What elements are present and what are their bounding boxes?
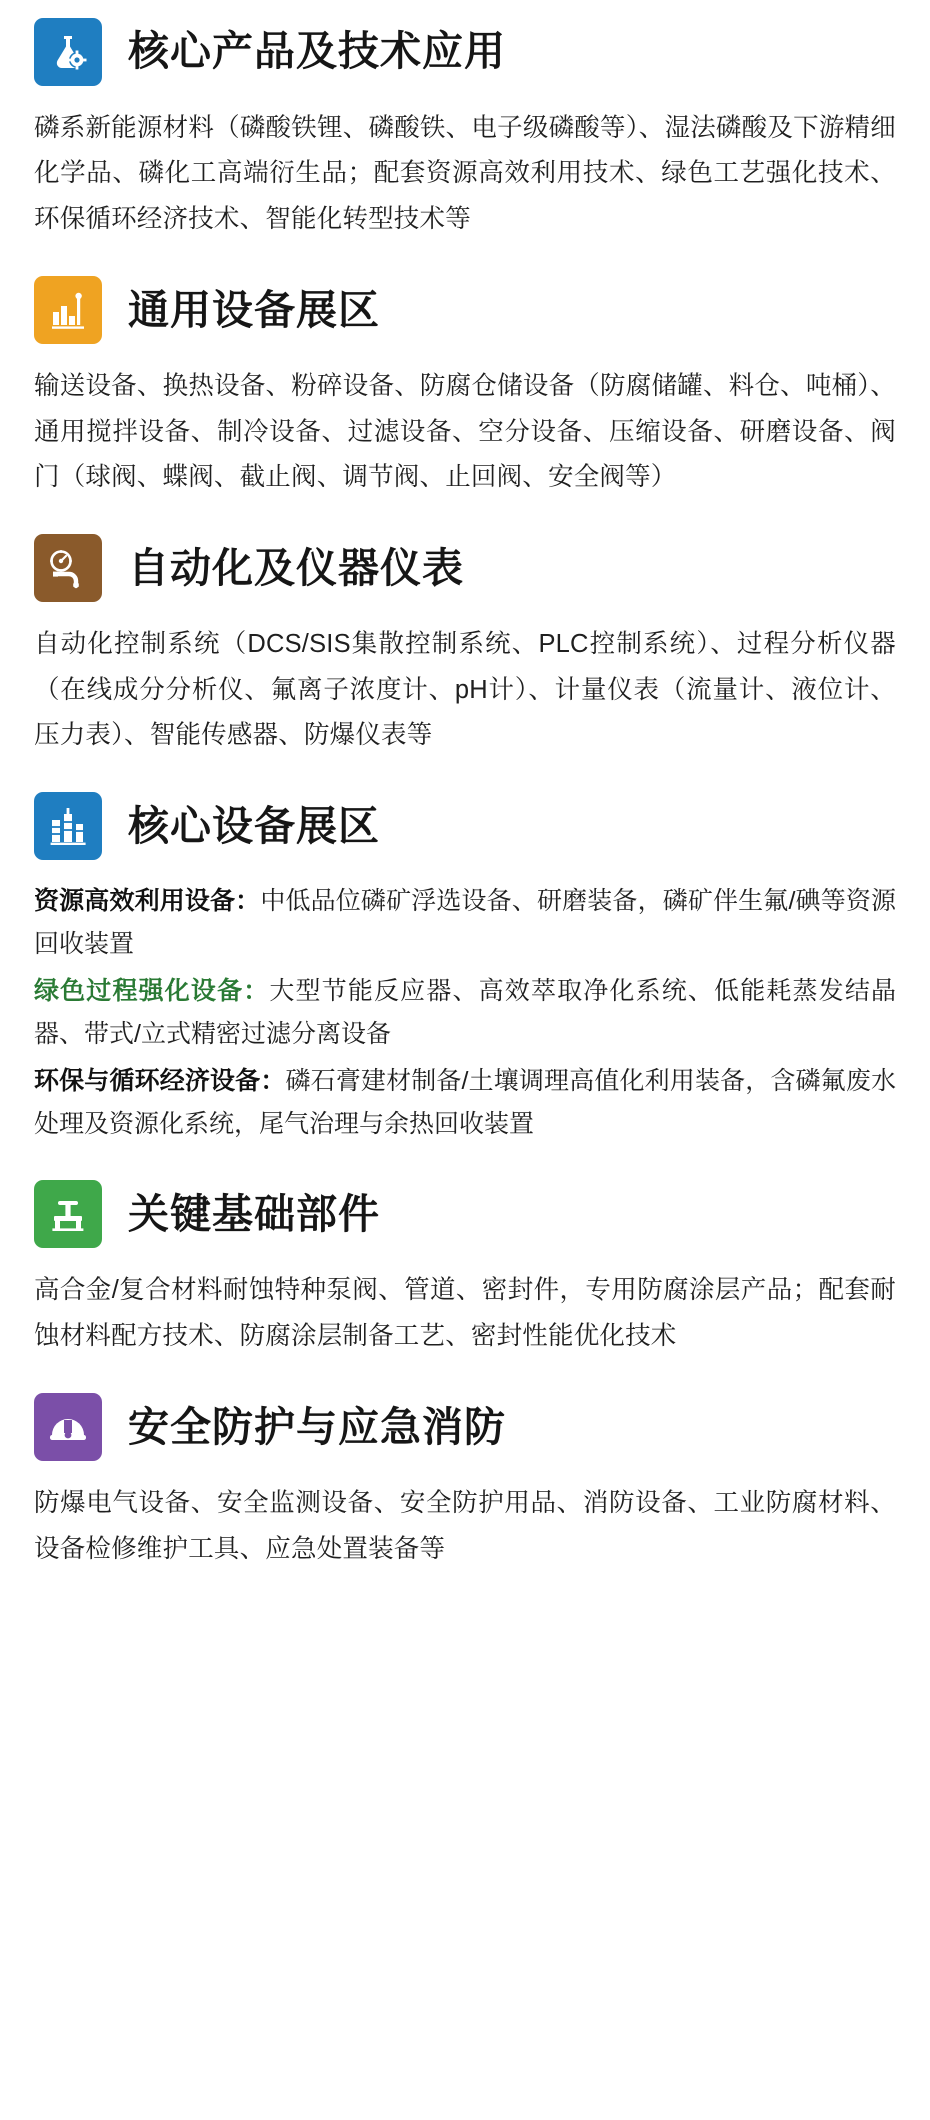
section-body: 输送设备、换热设备、粉碎设备、防腐仓储设备（防腐储罐、料仓、吨桶）、通用搅拌设备、制冷设备、过滤设备、空分设备、压缩设备、研磨设备、阀门（球阀、蝶阀、截止阀、调节阀、止回阀、安全阀等）: [34, 372, 896, 491]
section-header: [34, 18, 896, 86]
section-title: 核心产品及技术应用: [128, 28, 506, 75]
sub-block: [34, 880, 896, 966]
section-header: [34, 792, 896, 860]
section-title: 通用设备展区: [128, 286, 380, 333]
section-general-equipment: [34, 276, 896, 500]
section-header: [34, 1393, 896, 1461]
section-title: 安全防护与应急消防: [128, 1403, 506, 1450]
helmet-icon: [34, 1393, 102, 1461]
valve-faucet-icon: [34, 1180, 102, 1248]
sub-block-label: 环保与循环经济设备：: [34, 1067, 286, 1096]
flask-gear-icon: [34, 18, 102, 86]
section-header: [34, 1180, 896, 1248]
sub-block: [34, 1060, 896, 1146]
sub-block: [34, 970, 896, 1056]
section-safety-emergency: [34, 1393, 896, 1572]
sub-block-text: 磷石膏建材制备/土壤调理高值化利用装备，含磷氟废水处理及资源化系统，尾气治理与余热回收装置: [34, 1067, 896, 1139]
sub-block-label: 资源高效利用设备：: [34, 887, 261, 916]
section-core-equipment: [34, 792, 896, 1146]
sub-block-text: 中低品位磷矿浮选设备、研磨装备，磷矿伴生氟/碘等资源回收装置: [34, 887, 896, 959]
sub-block-label: 绿色过程强化设备：: [34, 977, 270, 1006]
section-body: 高合金/复合材料耐蚀特种泵阀、管道、密封件，专用防腐涂层产品；配套耐蚀材料配方技术、防腐涂层制备工艺、密封性能优化技术: [34, 1276, 896, 1350]
section-header: [34, 534, 896, 602]
section-body: 磷系新能源材料（磷酸铁锂、磷酸铁、电子级磷酸等）、湿法磷酸及下游精细化学品、磷化工高端衍生品；配套资源高效利用技术、绿色工艺强化技术、环保循环经济技术、智能化转型技术等: [34, 114, 896, 233]
section-header: [34, 276, 896, 344]
section-key-components: [34, 1180, 896, 1359]
sub-block-text: 大型节能反应器、高效萃取净化系统、低能耗蒸发结晶器、带式/立式精密过滤分离设备: [34, 977, 896, 1049]
section-automation-instruments: [34, 534, 896, 758]
factory-chart-icon: [34, 276, 102, 344]
section-body: 防爆电气设备、安全监测设备、安全防护用品、消防设备、工业防腐材料、设备检修维护工具、应急处置装备等: [34, 1489, 896, 1563]
section-core-products: [34, 18, 896, 242]
section-body: 自动化控制系统（DCS/SIS集散控制系统、PLC控制系统）、过程分析仪器（在线成分分析仪、氟离子浓度计、pH计）、计量仪表（流量计、液位计、压力表）、智能传感器、防爆仪表等: [34, 630, 896, 749]
gauge-pipe-icon: [34, 534, 102, 602]
plant-tower-icon: [34, 792, 102, 860]
section-title: 自动化及仪器仪表: [128, 544, 464, 591]
section-title: 核心设备展区: [128, 802, 380, 849]
section-title: 关键基础部件: [128, 1190, 380, 1237]
